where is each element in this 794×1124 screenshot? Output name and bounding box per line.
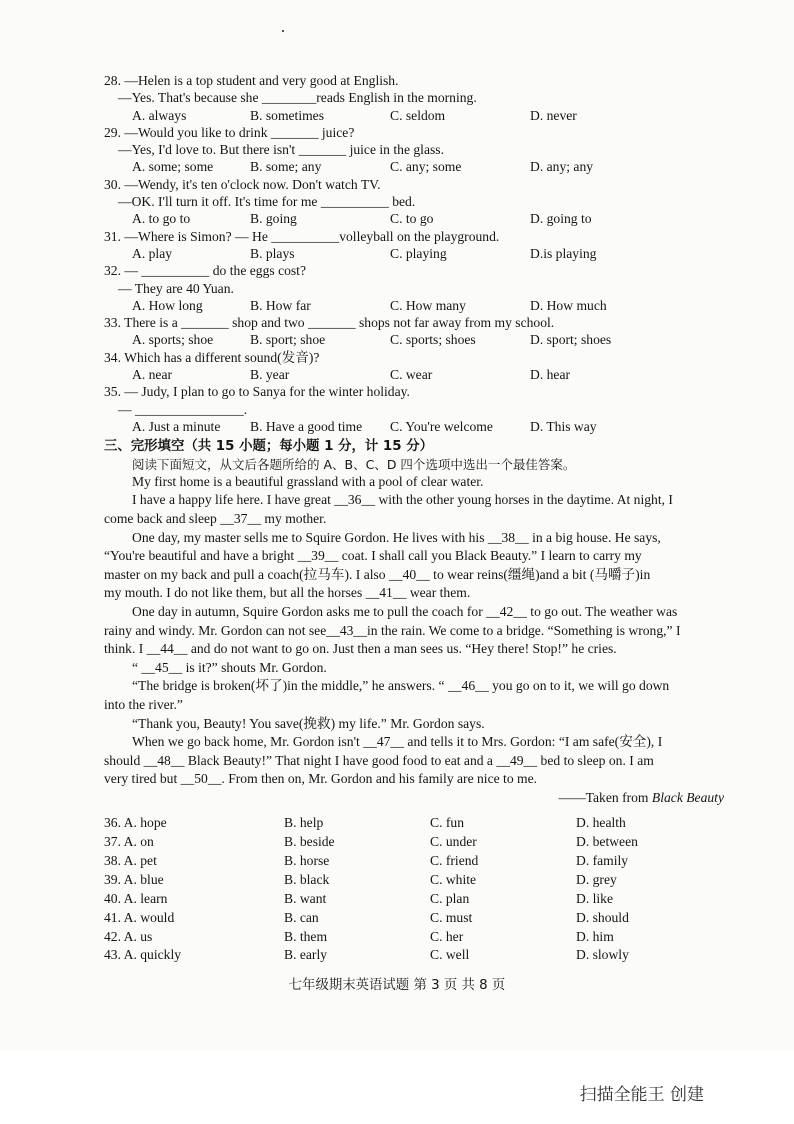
cloze-option: 43. A. quickly — [104, 947, 182, 963]
answer-option: A. How long — [132, 297, 203, 313]
answer-option: B. How far — [250, 297, 311, 313]
cloze-option: B. them — [284, 928, 328, 944]
question-line: —Yes, I'd love to. But there isn't _______ juice in the glass. — [118, 142, 444, 158]
answer-option: D. going to — [530, 211, 592, 227]
answer-options — [104, 158, 754, 175]
cloze-option: C. plan — [430, 890, 470, 906]
cloze-option: D. slowly — [576, 947, 629, 963]
cloze-option: 41. A. would — [104, 909, 175, 925]
answer-options — [104, 297, 754, 314]
passage-line: come back and sleep __37__ my mother. — [104, 511, 327, 527]
passage-line: rainy and windy. Mr. Gordon can not see__43__in the rain. We come to a bridge. “Something is wrong,” I — [104, 622, 681, 638]
answer-option: C. playing — [390, 245, 447, 261]
answer-option: A. play — [132, 245, 173, 261]
answer-option: C. seldom — [390, 107, 446, 123]
scanner-watermark: 扫描全能王 创建 — [579, 1085, 704, 1105]
question-line: 33. There is a _______ shop and two _______ shops not far away from my school. — [104, 315, 555, 331]
passage-line: I have a happy life here. I have great __36__ with the other young horses in the daytime. At night, I — [132, 492, 673, 508]
cloze-option: D. family — [576, 853, 629, 868]
question-line: 35. — Judy, I plan to go to Sanya for the winter holiday. — [104, 384, 410, 400]
passage-line: think. I __44__ and do not want to go on. Just then a man sees us. “Hey there! Stop!” he cries. — [104, 641, 617, 657]
cloze-option: C. must — [430, 909, 473, 925]
cloze-option: D. between — [576, 834, 638, 850]
answer-option: B. year — [250, 367, 290, 383]
cloze-option-row — [104, 833, 754, 852]
passage-line: “The bridge is broken(坏了)in the middle,” he answers. “ __46__ you go on to it, we will go down — [132, 678, 670, 694]
answer-options — [104, 331, 754, 348]
passage-line: When we go back home, Mr. Gordon isn't __47__ and tells it to Mrs. Gordon: “I am safe(安全), I — [132, 734, 663, 750]
cloze-option-row — [104, 890, 754, 909]
answer-option: A. to go to — [132, 211, 191, 227]
cloze-options — [104, 814, 754, 965]
answer-option: C. any; some — [390, 159, 462, 175]
question-line: — They are 40 Yuan. — [118, 280, 234, 296]
answer-options — [104, 107, 754, 124]
answer-option: A. Just a minute — [132, 418, 221, 434]
cloze-option: D. health — [576, 815, 626, 831]
answer-option: B. Have a good time — [250, 418, 363, 434]
section-title: 三、完形填空（共 15 小题；每小题 1 分，计 15 分） — [104, 439, 433, 455]
cloze-option-row — [104, 814, 754, 833]
passage-line: my mouth. I do not like them, but all the horses __41__ wear them. — [104, 585, 471, 601]
cloze-passage — [104, 473, 754, 789]
cloze-option: B. want — [284, 890, 327, 906]
cloze-option: D. should — [576, 909, 629, 925]
answer-option: C. How many — [390, 297, 466, 313]
question-line: 30. —Wendy, it's ten o'clock now. Don't watch TV. — [104, 176, 381, 192]
answer-option: A. near — [132, 367, 173, 383]
cloze-option: 38. A. pet — [104, 853, 157, 868]
cloze-option: B. black — [284, 871, 330, 887]
cloze-option: B. horse — [284, 853, 330, 868]
answer-options — [104, 418, 754, 435]
question-line: 28. —Helen is a top student and very good at English. — [104, 73, 399, 88]
cloze-option: C. friend — [430, 853, 479, 868]
cloze-option-row — [104, 928, 754, 947]
answer-option: C. sports; shoes — [390, 332, 476, 348]
answer-option: A. some; some — [132, 159, 214, 175]
passage-source — [104, 789, 754, 806]
cloze-option: C. her — [430, 928, 464, 944]
passage-line: very tired but __50__. From then on, Mr. Gordon and his family are nice to me. — [104, 771, 538, 787]
cloze-option: B. can — [284, 909, 319, 925]
question-line: —OK. I'll turn it off. It's time for me __________ bed. — [118, 194, 416, 210]
scan-speck — [282, 30, 284, 32]
cloze-option-row — [104, 852, 754, 871]
answer-option: C. You're welcome — [390, 418, 493, 434]
answer-option: D. any; any — [530, 159, 594, 175]
cloze-option: D. like — [576, 890, 613, 906]
passage-line: into the river.” — [104, 696, 183, 712]
cloze-option: C. white — [430, 871, 477, 887]
cloze-option: 37. A. on — [104, 834, 154, 850]
cloze-option: 42. A. us — [104, 928, 153, 944]
question-line: 34. Which has a different sound(发音)? — [104, 349, 320, 365]
passage-line: “You're beautiful and have a bright __39__ coat. I shall call you Black Beauty.” I learn to carry my — [104, 548, 642, 564]
answer-option: A. always — [132, 107, 187, 123]
cloze-option: B. early — [284, 947, 328, 963]
cloze-option: C. fun — [430, 815, 464, 831]
answer-options — [104, 366, 754, 383]
question-line: 32. — __________ do the eggs cost? — [104, 263, 306, 279]
answer-option: D. This way — [530, 418, 597, 434]
cloze-option: B. help — [284, 815, 324, 831]
answer-option: C. wear — [390, 367, 433, 383]
cloze-option: 39. A. blue — [104, 871, 164, 887]
cloze-option-row — [104, 871, 754, 890]
answer-option: C. to go — [390, 211, 434, 227]
passage-line: One day in autumn, Squire Gordon asks me to pull the coach for __42__ to go out. The weather was — [132, 603, 678, 619]
passage-line: master on my back and pull a coach(拉马车). I also __40__ to wear reins(缰绳)and a bit (马嚼子)in — [104, 566, 651, 582]
section-instruction: 阅读下面短文，从文后各题所给的 A、B、C、D 四个选项中选出一个最佳答案。 — [132, 456, 576, 472]
multiple-choice-section — [104, 72, 754, 435]
answer-option: B. going — [250, 211, 297, 227]
source-prefix: ——Taken from — [558, 789, 652, 805]
cloze-option-row — [104, 946, 754, 965]
cloze-option: 36. A. hope — [104, 815, 167, 831]
passage-line: My first home is a beautiful grassland with a pool of clear water. — [132, 473, 484, 489]
answer-options — [104, 245, 754, 262]
question-line: — ________________. — [118, 401, 248, 417]
source-title: Black Beauty — [651, 789, 724, 805]
question-line: 31. —Where is Simon? — He __________volleyball on the playground. — [104, 228, 500, 244]
passage-line: “Thank you, Beauty! You save(挽救) my life.” Mr. Gordon says. — [132, 715, 485, 731]
answer-option: D. hear — [530, 367, 571, 383]
answer-option: B. plays — [250, 245, 295, 261]
answer-option: B. sometimes — [250, 107, 325, 123]
cloze-option: D. grey — [576, 871, 617, 887]
answer-option: B. some; any — [250, 159, 322, 175]
cloze-option: 40. A. learn — [104, 890, 168, 906]
question-line: —Yes. That's because she ________reads English in the morning. — [118, 90, 477, 106]
question-line: 29. —Would you like to drink _______ juice? — [104, 124, 355, 140]
cloze-option: D. him — [576, 928, 614, 944]
cloze-option: C. well — [430, 947, 470, 963]
page-footer: 七年级期末英语试题 第 3 页 共 8 页 — [288, 978, 506, 993]
answer-options — [104, 210, 754, 227]
answer-option: D. How much — [530, 297, 607, 313]
answer-option: D. sport; shoes — [530, 332, 612, 348]
passage-line: should __48__ Black Beauty!” That night I have good food to eat and a __49__ bed to sleep on. I am — [104, 752, 654, 768]
cloze-option: B. beside — [284, 834, 335, 850]
passage-line: “ __45__ is it?” shouts Mr. Gordon. — [132, 659, 327, 675]
passage-line: One day, my master sells me to Squire Gordon. He lives with his __38__ in a big house. He says, — [132, 529, 661, 545]
cloze-option-row — [104, 909, 754, 928]
exam-sheet — [104, 72, 754, 965]
cloze-option: C. under — [430, 834, 477, 850]
answer-option: B. sport; shoe — [250, 332, 326, 348]
answer-option: D.is playing — [530, 245, 597, 261]
answer-option: A. sports; shoe — [132, 332, 214, 348]
answer-option: D. never — [530, 107, 577, 123]
